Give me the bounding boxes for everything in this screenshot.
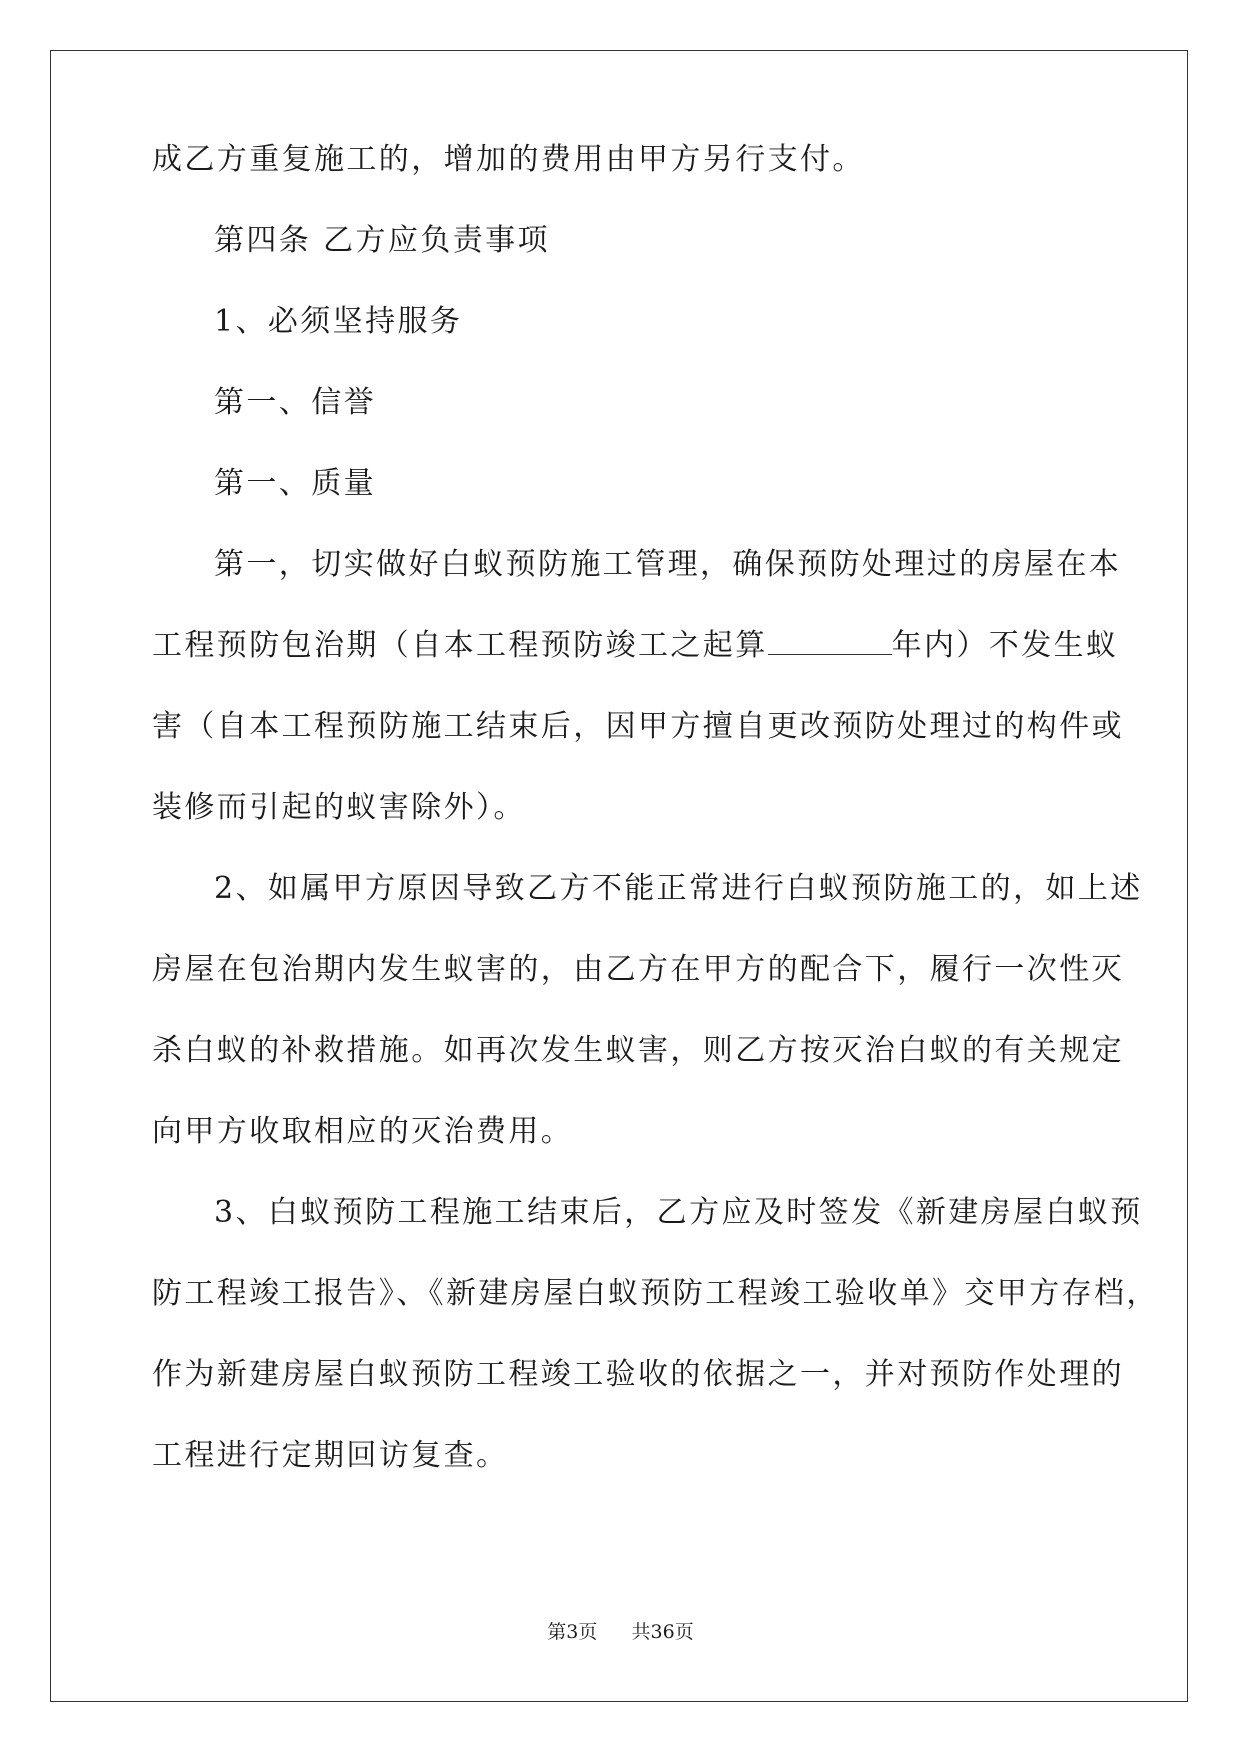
total-suffix: 页 — [674, 1621, 694, 1643]
paragraph-line: 第一，切实做好白蚁预防施工管理，确保预防处理过的房屋在本 — [214, 547, 1122, 582]
page-indicator — [547, 1620, 597, 1644]
total-prefix: 共 — [631, 1621, 651, 1643]
paragraph-line-with-blank — [152, 626, 1118, 666]
list-item: 第一、质量 — [214, 466, 376, 501]
paragraph-line: 2、如属甲方原因导致乙方不能正常进行白蚁预防施工的，如上述 — [214, 871, 1143, 906]
paragraph-line: 成乙方重复施工的，增加的费用由甲方另行支付。 — [152, 142, 865, 177]
fill-in-blank — [768, 628, 892, 655]
paragraph-text: 年内）不发生蚁 — [891, 628, 1119, 663]
page-footer — [0, 1620, 1241, 1644]
paragraph-line: 工程进行定期回访复查。 — [152, 1438, 509, 1473]
paragraph-line: 装修而引起的蚁害除外）。 — [152, 790, 526, 825]
list-item: 第一、信誉 — [214, 385, 376, 420]
page-suffix: 页 — [578, 1621, 598, 1643]
total-pages-indicator — [632, 1620, 694, 1644]
paragraph-line: 3、白蚁预防工程施工结束后，乙方应及时签发《新建房屋白蚁预 — [214, 1195, 1143, 1230]
page-number: 3 — [566, 1621, 579, 1643]
paragraph-line: 房屋在包治期内发生蚁害的，由乙方在甲方的配合下，履行一次性灭 — [152, 952, 1124, 987]
total-pages: 36 — [650, 1621, 675, 1643]
paragraph-line: 向甲方收取相应的灭治费用。 — [152, 1114, 574, 1149]
paragraph-line: 作为新建房屋白蚁预防工程竣工验收的依据之一，并对预防作处理的 — [152, 1357, 1124, 1392]
page-prefix: 第 — [547, 1621, 567, 1643]
paragraph-text: 工程预防包治期（自本工程预防竣工之起算 — [152, 628, 768, 663]
list-item: 1、必须坚持服务 — [214, 304, 463, 339]
section-heading: 第四条 乙方应负责事项 — [214, 223, 550, 258]
paragraph-line: 杀白蚁的补救措施。如再次发生蚁害，则乙方按灭治白蚁的有关规定 — [152, 1033, 1124, 1068]
paragraph-line: 防工程竣工报告》、《新建房屋白蚁预防工程竣工验收单》交甲方存档， — [152, 1276, 1159, 1311]
paragraph-line: 害（自本工程预防施工结束后，因甲方擅自更改预防处理过的构件或 — [152, 709, 1124, 744]
